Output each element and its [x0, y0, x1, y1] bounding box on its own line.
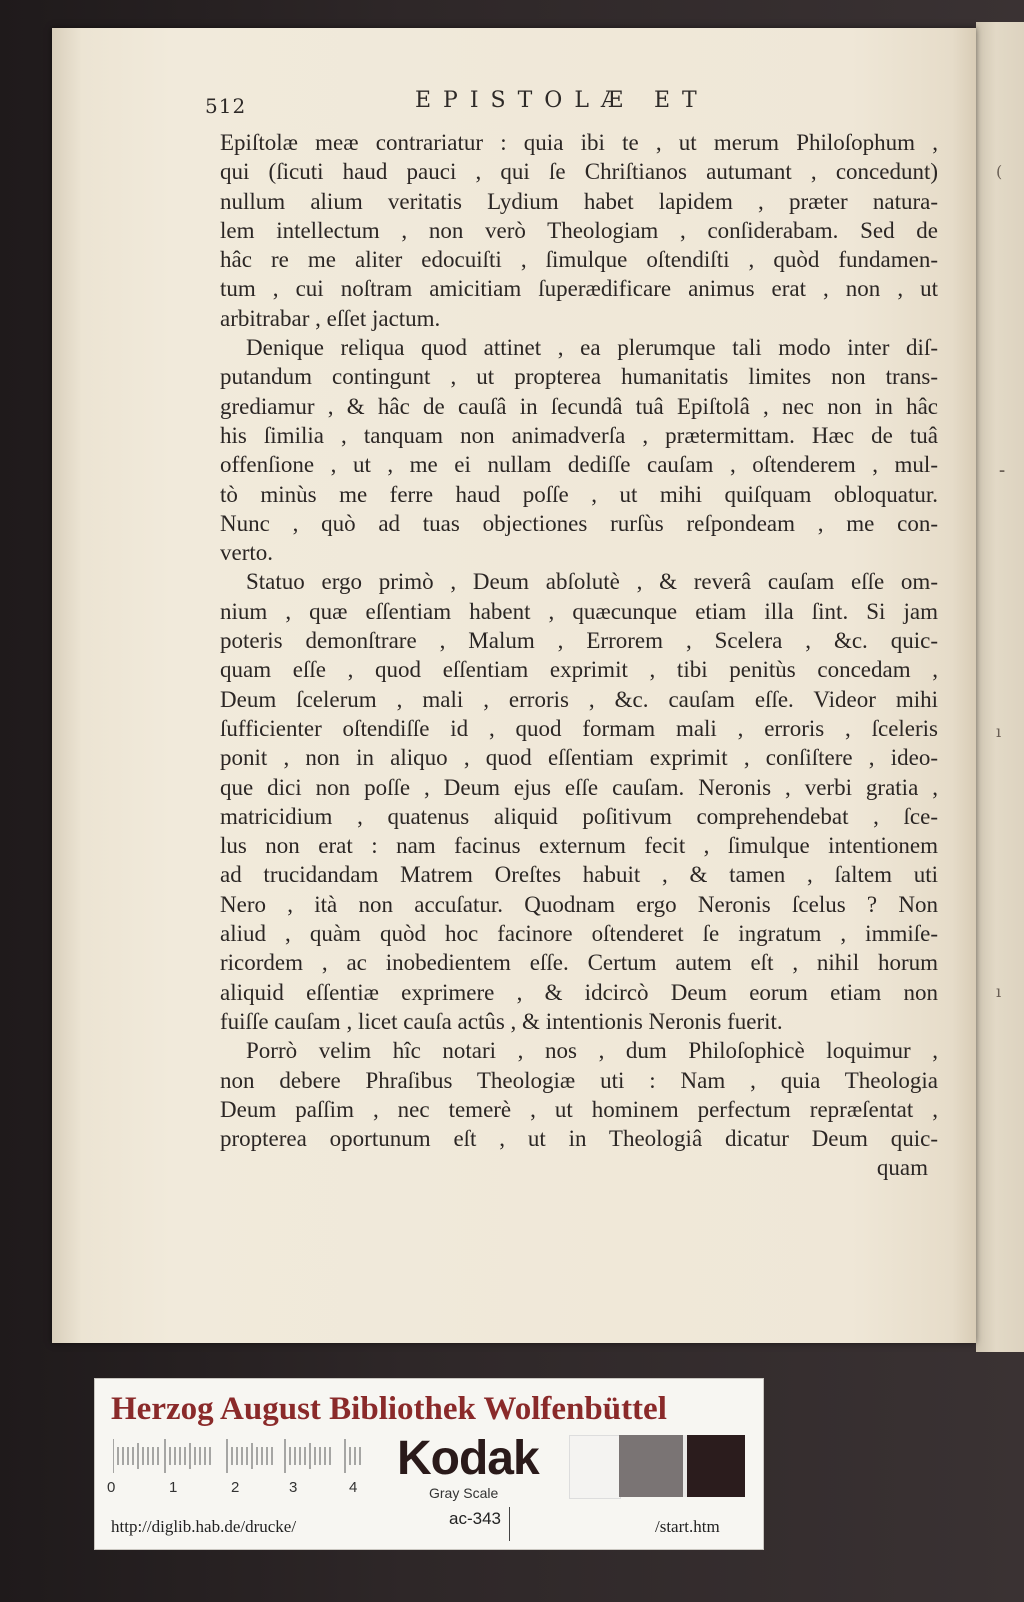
text-line: Deum ſcelerum , mali , erroris , &c. cauſam eſſe. Videor mihi: [220, 686, 938, 712]
text-line: quam eſſe , quod eſſentiam exprimit , tibi penitùs concedam ,: [220, 657, 938, 683]
text-line: nullum alium veritatis Lydium habet lapidem , præter natura-: [220, 188, 938, 214]
card-divider: [509, 1507, 510, 1541]
ruler-number: 2: [231, 1479, 240, 1496]
text-line: arbitrabar , eſſet jactum.: [220, 305, 441, 331]
black-swatch: [687, 1435, 745, 1497]
shelfmark-code: ac-343: [449, 1509, 501, 1528]
facing-page-glyph: ⁃: [998, 462, 1006, 481]
ruler-number: 3: [289, 1479, 298, 1496]
library-name: Herzog August Bibliothek Wolfenbüttel: [111, 1391, 667, 1427]
text-line: Statuo ergo primò , Deum abſolutè , & reverâ cauſam eſſe om-: [246, 569, 938, 595]
text-line: que dici non poſſe , Deum ejus eſſe cauſam. Neronis , verbi gratia ,: [220, 774, 938, 800]
page-header: [205, 88, 765, 118]
text-line: Porrò velim hîc notari , nos , dum Philoſophicè loquimur ,: [246, 1038, 938, 1064]
text-line: Nero , ità non accuſatur. Quodnam ergo Neronis ſcelus ? Non: [220, 891, 938, 917]
text-line: propterea oportunum eſt , ut in Theologiâ dicatur Deum quic-: [220, 1126, 938, 1152]
gray-swatch: [619, 1435, 683, 1497]
ruler-number: 1: [169, 1479, 178, 1496]
text-line: his ſimilia , tanquam non animadverſa , prætermittam. Hæc de tuâ: [220, 422, 938, 448]
text-line: ricordem , ac inobedientem eſſe. Certum autem eſt , nihil horum: [220, 950, 938, 976]
text-line: tum , cui noſtram amicitiam ſuperædificare animus erat , non , ut: [220, 276, 938, 302]
color-calibration-card: [94, 1378, 764, 1550]
text-line: qui (ſicuti haud pauci , qui ſe Chriſtianos autumant , concedunt): [220, 159, 938, 185]
text-line: matricidium , quatenus aliquid poſitivum comprehendebat , ſce-: [220, 803, 938, 829]
catchword: quam: [876, 1155, 928, 1181]
page-number: 512: [205, 94, 247, 118]
text-line: ſufficienter oſtendiſſe id , quod formam mali , erroris , ſceleris: [220, 715, 938, 741]
text-line: grediamur , & hâc de cauſâ in ſecundâ tuâ Epiſtolâ , nec non in hâc: [220, 393, 938, 419]
facing-page-edge: [976, 22, 1024, 1352]
url-base: http://diglib.hab.de/drucke/: [111, 1517, 297, 1536]
text-line: aliud , quàm quòd hoc facinore oſtenderet ſe ingratum , immiſe-: [220, 921, 938, 947]
text-line: lem intellectum , non verò Theologiam , conſiderabam. Sed de: [220, 217, 938, 243]
text-line: verto.: [220, 540, 274, 566]
text-line: Nunc , quò ad tuas objectiones rurſùs reſpondeam , me con-: [220, 510, 938, 536]
text-line: tò minùs me ferre haud poſſe , ut mihi quiſquam obloquatur.: [220, 481, 938, 507]
facing-page-glyph: ı: [996, 722, 1002, 741]
white-swatch: [569, 1435, 621, 1499]
ruler-numbers: [107, 1479, 357, 1499]
gray-scale-label: Gray Scale: [429, 1485, 499, 1501]
ruler-number: 0: [107, 1479, 116, 1496]
running-title: EPISTOLÆ ET: [415, 88, 709, 113]
text-line: ponit , non in aliquo , quod eſſentiam exprimit , conſiſtere , ideo-: [220, 745, 938, 771]
text-line: nium , quæ eſſentiam habent , quæcunque etiam illa ſint. Si jam: [220, 598, 938, 624]
text-line: lus non erat : nam facinus externum fecit , ſimulque intentionem: [220, 833, 938, 859]
kodak-logo: Kodak: [397, 1432, 539, 1485]
ruler-number: 4: [349, 1479, 358, 1496]
facing-page-glyph: (: [996, 162, 1003, 181]
text-line: hâc re me aliter edocuiſti , ſimulque oſtendiſti , quòd fundamen-: [220, 247, 938, 273]
text-line: Denique reliqua quod attinet , ea plerumque tali modo inter diſ-: [246, 335, 938, 361]
url-suffix: /start.htm: [655, 1517, 720, 1536]
text-line: Deum paſſim , nec temerè , ut hominem perfectum repræſentat ,: [220, 1096, 938, 1122]
ruler-icon: [113, 1439, 363, 1473]
text-line: fuiſſe cauſam , licet cauſa actûs , & intentionis Neronis fuerit.: [220, 1008, 783, 1034]
text-line: Epiſtolæ meæ contrariatur : quia ibi te , ut merum Philoſophum ,: [220, 130, 938, 155]
body-text: [220, 128, 938, 1183]
text-line: aliquid eſſentiæ exprimere , & idcircò Deum eorum etiam non: [220, 979, 938, 1005]
text-line: putandum contingunt , ut propterea humanitatis limites non trans-: [220, 364, 938, 390]
text-line: offenſione , ut , me ei nullam dediſſe cauſam , oſtenderem , mul-: [220, 452, 938, 478]
text-line: non debere Phraſibus Theologiæ uti : Nam , quia Theologia: [220, 1067, 938, 1093]
text-line: poteris demonſtrare , Malum , Errorem , Scelera , &c. quic-: [220, 628, 938, 654]
facing-page-glyph: ı: [996, 982, 1002, 1001]
text-line: ad trucidandam Matrem Oreſtes habuit , & tamen , ſaltem uti: [220, 862, 938, 888]
